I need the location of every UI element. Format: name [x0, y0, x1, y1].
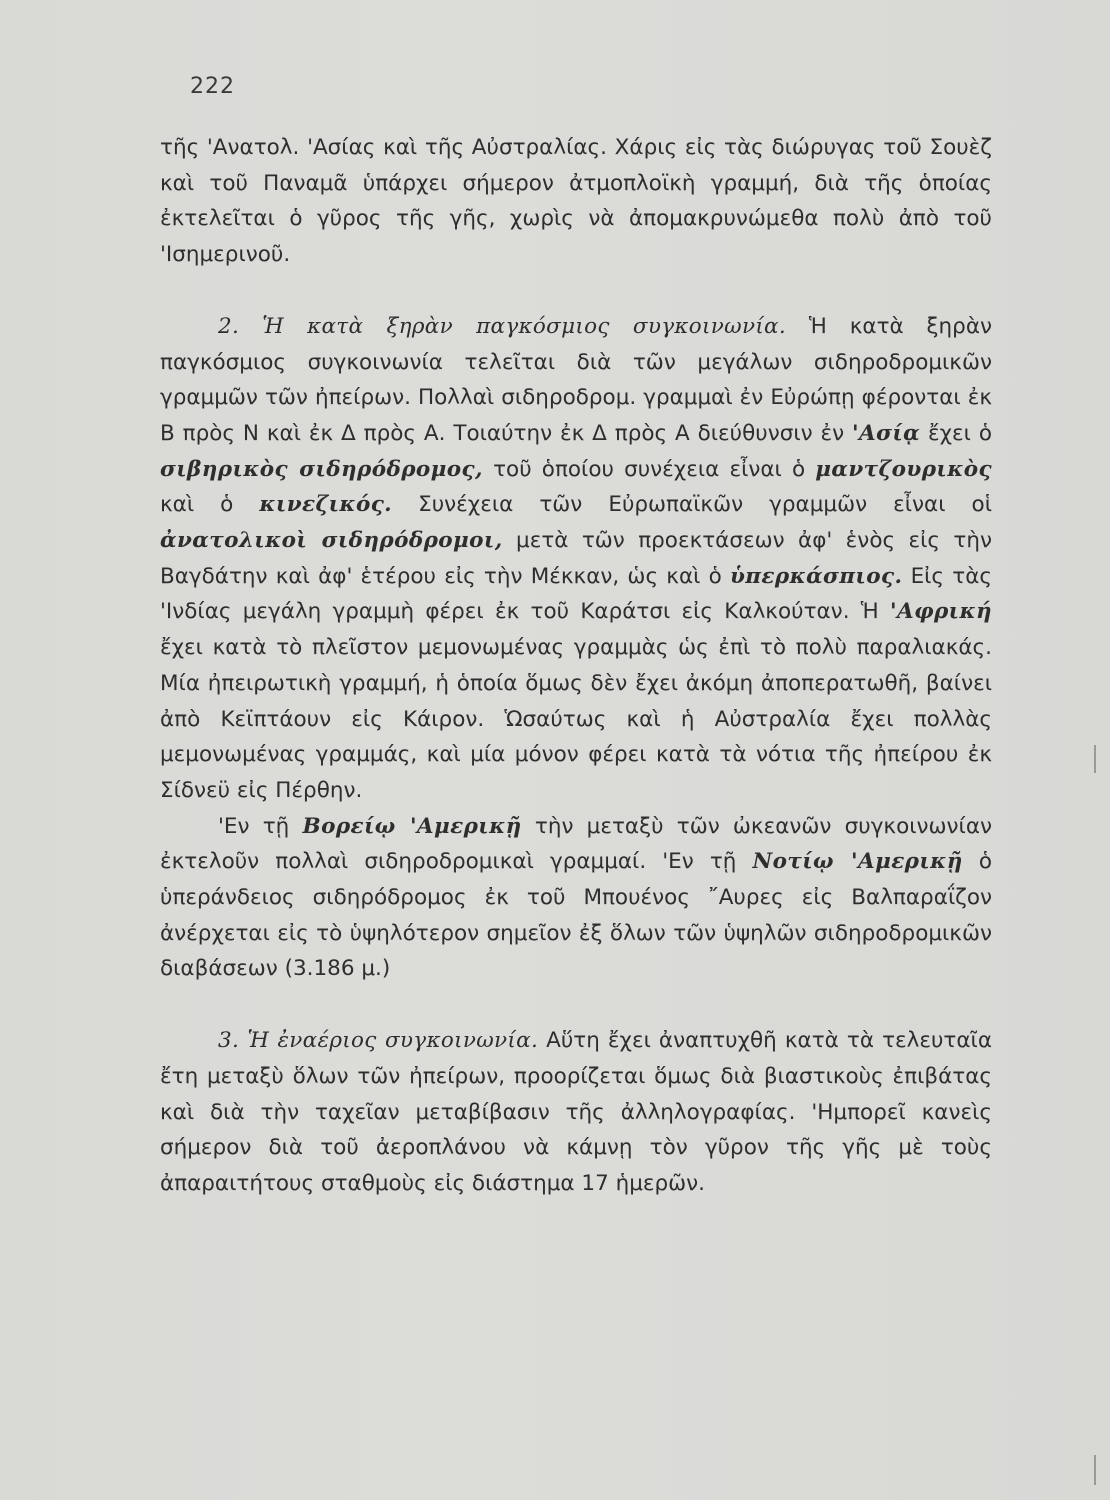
paragraph-gap — [160, 273, 992, 309]
section-title: 2. Ἡ κατὰ ξηρὰν παγκόσμιος συγκοινωνία. — [218, 313, 787, 339]
emphasized-term: μαντζουρικὸς — [815, 456, 992, 482]
text-segment: 'Εν τῇ — [218, 813, 303, 839]
emphasized-term: Βορείῳ 'Αμερικῇ — [302, 813, 522, 839]
page-edge-mark — [1094, 1455, 1096, 1485]
paragraph-america — [160, 809, 992, 988]
section-title: 3. Ἡ ἐναέριος συγκοινωνία. — [218, 1028, 539, 1054]
emphasized-term: ὑπερκάσπιος. — [729, 563, 903, 589]
page-number: 222 — [190, 74, 235, 99]
paragraph-continuation — [160, 130, 992, 273]
emphasized-term: Νοτίῳ 'Αμερικῇ — [752, 849, 963, 875]
emphasized-term: σιβηρικὸς σιδηρόδρομος, — [160, 456, 483, 482]
text-segment: ἔχει κατὰ τὸ πλεῖστον μεμονωμένας γραμμὰς ὡς ἐπὶ τὸ πολὺ παραλιακάς. Μία ἠπειρωτικὴ γραμμή, ἡ ὁποία ὅμως δὲν ἔχει ἀκόμη ἀποπερατωθῆ, βαίνει ἀπὸ Κεϊπτάουν εἰς Κάιρον. Ὡσαύτως καὶ ἡ Αὐστραλία ἔχει πολλὰς μεμονωμένας γραμμάς, καὶ μία μόνον φέρει κατὰ τὰ νότια τῆς ἠπείρου ἐκ Σίδνεϋ εἰς Πέρθην. — [160, 635, 992, 803]
emphasized-term: 'Ασίᾳ — [852, 420, 921, 446]
text-segment: Ἡ κατὰ ξηρὰν παγκόσμιος συγκοινωνία τελεῖται διὰ τῶν μεγάλων σιδηροδρομικῶν γραμμῶν τῶν ἠπείρων. Πολλαὶ σιδηροδρομ. γραμμαὶ ἐν Εὐρώπῃ φέρονται ἐκ Β πρὸς Ν καὶ ἐκ Δ πρὸς Α. Τοιαύτην ἐκ Δ πρὸς Α διεύθυνσιν ἐν — [160, 313, 992, 446]
text-segment: Συνέχεια τῶν Εὐρωπαϊκῶν γραμμῶν εἶναι οἱ — [392, 492, 992, 518]
emphasized-term: ἀνατολικοὶ σιδηρόδρομοι, — [160, 528, 503, 554]
page-edge-mark — [1094, 745, 1096, 773]
text-segment: τὴν μεταξὺ τῶν ὠκεανῶν συγκοινωνίαν ἐκτελοῦν πολλαὶ σιδηροδρομικαὶ γραμμαί. 'Εν τῇ — [160, 813, 993, 875]
text-segment: τῆς 'Ανατολ. 'Ασίας καὶ τῆς Αὐστραλίας. Χάρις εἰς τὰς διώρυγας τοῦ Σουὲζ καὶ τοῦ Παναμᾶ ὑπάρχει σήμερον ἀτμοπλοϊκὴ γραμμή, διὰ τῆς ὁποίας ἐκτελεῖται ὁ γῦρος τῆς γῆς, χωρὶς νὰ ἀπομακρυνώμεθα πολὺ ἀπὸ τοῦ 'Ισημερινοῦ. — [160, 135, 992, 268]
text-segment: ἔχει ὁ — [920, 420, 992, 446]
body-text — [160, 130, 992, 1202]
emphasized-term: κινεζικός. — [259, 492, 393, 518]
text-segment: Εἰς τὰς 'Ινδίας μεγάλη γραμμὴ φέρει ἐκ τοῦ Καράτσι εἰς Καλκούταν. Ἡ — [160, 563, 992, 625]
paragraph-air-communication — [160, 1023, 992, 1202]
paragraph-land-communication — [160, 309, 992, 809]
text-segment: μετὰ τῶν προεκτάσεων ἀφ' ἑνὸς εἰς τὴν Βαγδάτην καὶ ἀφ' ἑτέρου εἰς τὴν Μέκκαν, ὡς καὶ ὁ — [160, 528, 992, 589]
text-segment: τοῦ ὁποίου συνέχεια εἶναι ὁ — [482, 456, 816, 482]
paragraph-gap — [160, 987, 992, 1023]
text-segment: Αὕτη ἔχει ἀναπτυχθῆ κατὰ τὰ τελευταῖα ἔτη μεταξὺ ὅλων τῶν ἠπείρων, προορίζεται ὅμως διὰ βιαστικοὺς ἐπιβάτας καὶ διὰ τὴν ταχεῖαν μεταβίβασιν τῆς ἀλληλογραφίας. 'Ημπορεῖ κανεὶς σήμερον διὰ τοῦ ἀεροπλάνου νὰ κάμνῃ τὸν γῦρον τῆς γῆς μὲ τοὺς ἀπαραιτήτους σταθμοὺς εἰς διάστημα 17 ἡμερῶν. — [160, 1028, 992, 1196]
text-segment: καὶ ὁ — [160, 492, 260, 518]
emphasized-term: 'Αφρική — [890, 599, 992, 625]
text-segment: ὁ ὑπεράνδειος σιδηρόδρομος ἐκ τοῦ Μπουένος ῎Αυρες εἰς Βαλπαραΐζον ἀνέρχεται εἰς τὸ ὑψηλότερον σημεῖον ἐξ ὅλων τῶν ὑψηλῶν σιδηροδρομικῶν διαβάσεων (3.186 μ.) — [160, 849, 992, 982]
